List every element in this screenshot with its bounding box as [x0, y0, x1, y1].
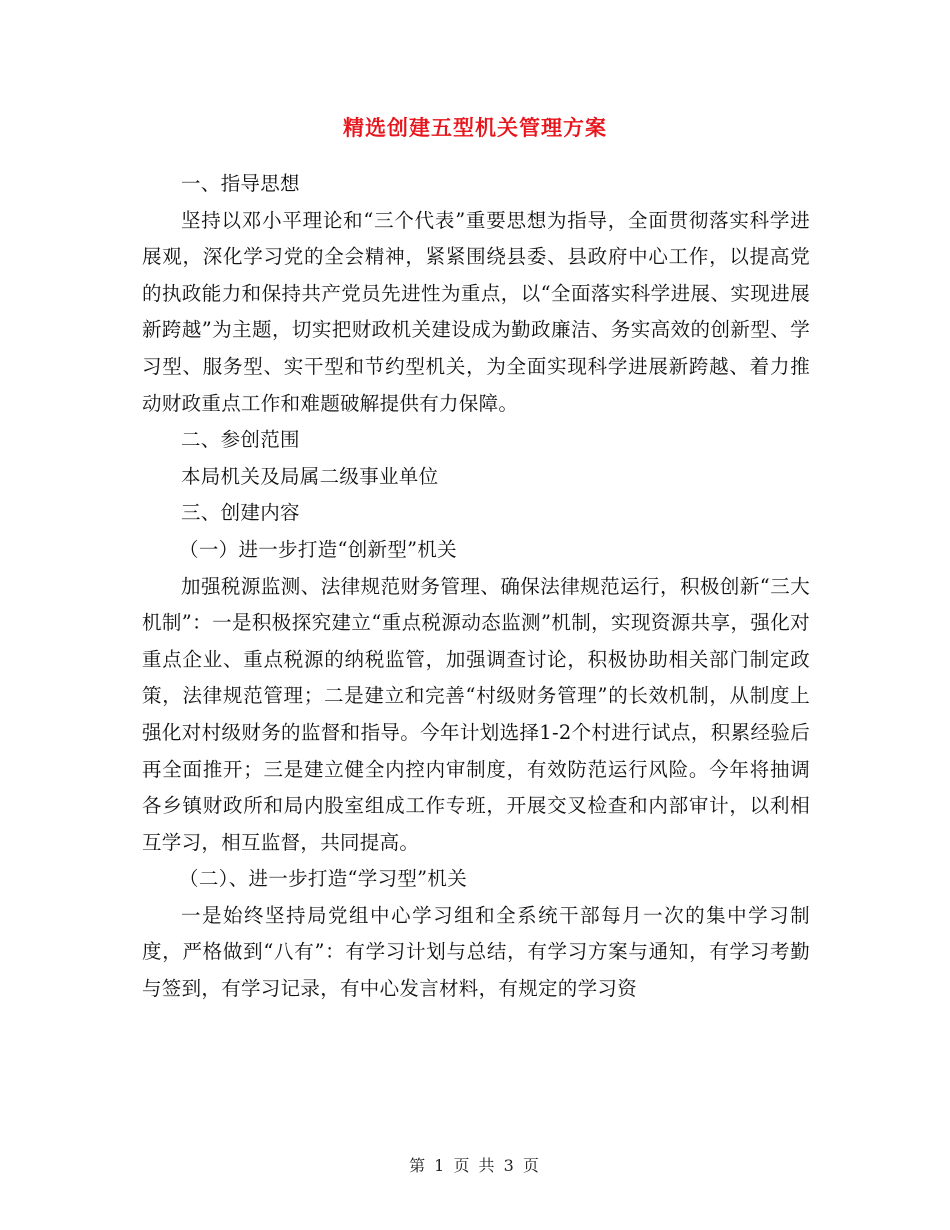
page-number-footer: 第 1 页 共 3 页 [409, 1156, 541, 1175]
subheading-innovative: （一）进一步打造“创新型”机关 [179, 537, 457, 561]
subheading-learning: （二）、进一步打造“学习型”机关 [179, 867, 468, 891]
section-heading-guiding-ideology: 一、指导思想 [181, 172, 300, 195]
paragraph-guiding-ideology: 坚持以邓小平理论和“三个代表”重要思想为指导，全面贯彻落实科学进展观，深化学习党的全会精神，紧紧围绕县委、县政府中心工作，以提高党的执政能力和保持共产党员先进性为重点，以“全面落实科学进展、实现进展新跨越”为主题，切实把财政机关建设成为勤政廉洁、务实高效的创新型、学习型、服务型、实干型和节约型机关，为全面实现科学进展新跨越、着力推动财政重点工作和难题破解提供有力保障。 [142, 208, 810, 415]
paragraph-innovative: 加强税源监测、法律规范财务管理、确保法律规范运行，积极创新“三大机制”：一是积极探究建立“重点税源动态监测”机制，实现资源共享，强化对重点企业、重点税源的纳税监管，加强调查讨论，积极协助相关部门制定政策，法律规范管理；二是建立和完善“村级财务管理”的长效机制，从制度上强化对村级财务的监督和指导。今年计划选择1-2个村进行试点，积累经验后再全面推开；三是建立健全内控内审制度，有效防范运行风险。今年将抽调各乡镇财政所和局内股室组成工作专班，开展交叉检查和内部审计，以利相互学习，相互监督，共同提高。 [142, 574, 810, 854]
document-title: 精选创建五型机关管理方案 [343, 115, 607, 140]
document-body [142, 166, 810, 1008]
paragraph-learning: 一是始终坚持局党组中心学习组和全系统干部每月一次的集中学习制度，严格做到“八有”：有学习计划与总结，有学习方案与通知，有学习考勤与签到，有学习记录，有中心发言材料，有规定的学习资 [142, 903, 810, 1001]
paragraph-scope: 本局机关及局属二级事业单位 [181, 464, 439, 488]
section-heading-content: 三、创建内容 [181, 501, 300, 525]
section-heading-scope: 二、参创范围 [181, 428, 300, 452]
